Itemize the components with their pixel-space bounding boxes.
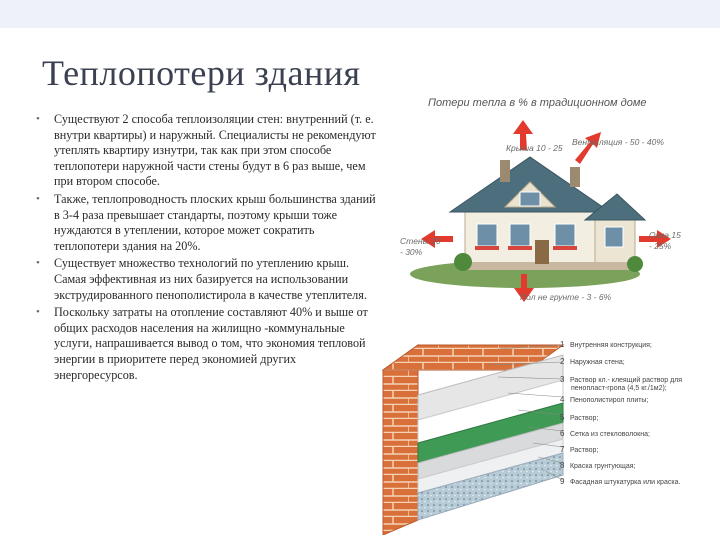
layer-legend-item: 8 Краска грунтующая; bbox=[560, 461, 636, 470]
slide-title: Теплопотери здания bbox=[42, 53, 361, 93]
bullet-item bbox=[36, 112, 376, 190]
bullet-text: Существуют 2 способа теплоизоляции стен: внутренний (т. е. внутри квартиры) и наружный. Специалисты не рекомендуют утеплять квартиру изнутри, так как при этом способе теплопотери наружной части стены будут в 6 раз выше, чем при втором способе. bbox=[54, 112, 376, 189]
door bbox=[535, 240, 549, 264]
bullet-text: Существует множество технологий по утеплению крыш. Самая эффективная из них базируется на использовании экструдированного пенополистирола в качестве утеплителя. bbox=[54, 256, 367, 302]
house-figure-caption: Потери тепла в % в традиционном доме bbox=[428, 97, 647, 109]
brick-face bbox=[383, 345, 418, 535]
label-windows-1: Окна 15 bbox=[649, 230, 681, 240]
label-floor: Пол не грунте - 3 - 6% bbox=[520, 292, 612, 302]
label-ventilation: Вентиляция - 50 - 40% bbox=[572, 137, 664, 147]
bullet-item bbox=[36, 256, 376, 303]
bullet-text: Также, теплопроводность плоских крыш большинства зданий в 3-4 раза превышает стандарты, поэтому крыши тоже нуждаются в утеплении, которое может сократить теплопотери здания на 20%. bbox=[54, 191, 376, 253]
layer-legend-item: 4 Пенополистирол плиты; bbox=[560, 395, 649, 404]
bullet-list bbox=[36, 112, 376, 385]
layer-legend-item: 9 Фасадная штукатурка или краска. bbox=[560, 477, 681, 486]
layer-legend-item: 2 Наружная стена; bbox=[560, 357, 625, 366]
window bbox=[520, 192, 540, 206]
bush bbox=[627, 256, 643, 272]
wall-layers-illustration bbox=[378, 335, 568, 535]
bullet-marker: • bbox=[36, 257, 40, 270]
label-walls-2: - 30% bbox=[400, 247, 423, 257]
flower-box bbox=[553, 246, 577, 250]
bullet-marker: • bbox=[36, 113, 40, 125]
window bbox=[510, 224, 530, 246]
layer-legend-item: 6 Сетка из стекловолокна; bbox=[560, 429, 650, 438]
window bbox=[555, 224, 575, 246]
bullet-item bbox=[36, 305, 376, 383]
label-windows-2: - 25% bbox=[649, 241, 672, 251]
bullet-item bbox=[36, 192, 376, 254]
chimney bbox=[500, 160, 510, 182]
label-roof: Крыша 10 - 25 bbox=[506, 143, 563, 153]
bullet-text: Поскольку затраты на отопление составляют 40% и выше от общих расходов населения на жилищно -коммунальные услуги, напрашивается вывод о том, что экономия тепловой энергии в приоритете перед экономией других энергоресурсов. bbox=[54, 305, 368, 382]
bullet-marker: • bbox=[36, 306, 40, 319]
window bbox=[477, 224, 497, 246]
house-base bbox=[465, 262, 635, 270]
flower-box bbox=[475, 246, 499, 250]
window bbox=[605, 227, 623, 247]
layer-legend-item: 3 Раствор кл.- клеящий раствор для пенопласт-гропа (4,5 кг./1м2); bbox=[560, 375, 683, 392]
layer-legend-item: 7 Раствор; bbox=[560, 445, 599, 454]
slide-top-bar bbox=[0, 0, 720, 28]
label-walls-1: Стены 20 bbox=[400, 236, 441, 246]
bullet-marker: • bbox=[36, 192, 40, 205]
layer-legend-item: 5 Раствор; bbox=[560, 413, 599, 422]
flower-box bbox=[508, 246, 532, 250]
bush bbox=[454, 253, 472, 271]
layer-legend-item: 1 Внутренняя конструкция; bbox=[560, 340, 652, 349]
chimney bbox=[570, 167, 580, 187]
